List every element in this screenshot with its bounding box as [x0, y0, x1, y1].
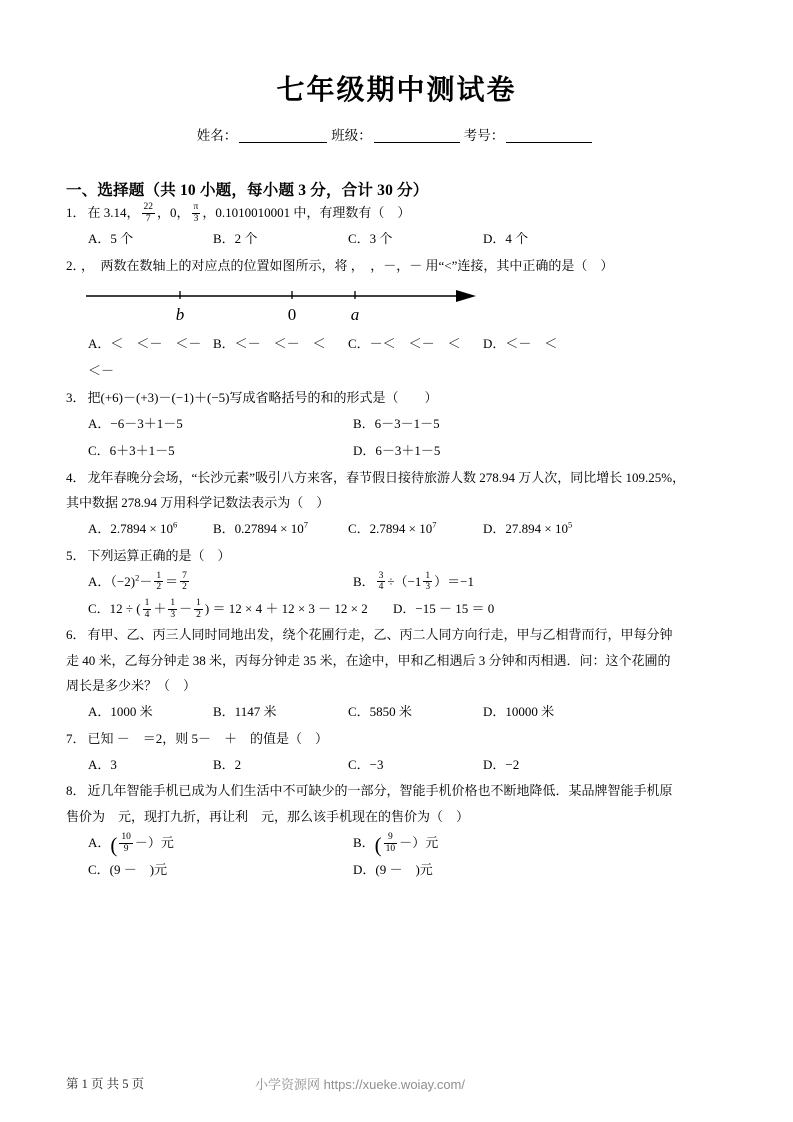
question-3-stem — [66, 385, 731, 410]
option-c[interactable]: C．6＋3＋1－5 — [88, 443, 175, 459]
class-field[interactable] — [331, 124, 464, 144]
question-1-stem — [66, 200, 731, 225]
svg-text:b: b — [175, 304, 185, 324]
exam-number-field[interactable] — [464, 124, 597, 144]
option-b[interactable]: B．2 个 — [213, 231, 258, 247]
section-heading: 一、选择题（共 10 小题，每小题 3 分，合计 30 分） — [66, 182, 429, 199]
fraction-1-2-b: $\frac{1}{2}$ — [196, 598, 201, 620]
question-3 — [66, 385, 731, 465]
number-line-svg — [84, 282, 484, 328]
name-blank[interactable] — [239, 129, 327, 143]
option-d[interactable]: D．−15 － 15 ＝ 0 — [393, 601, 495, 617]
question-5-options-row-1 — [88, 568, 731, 595]
option-b[interactable]: B． $\frac{3}{4}$ ÷（−1 $\frac{1}{3}$ ）＝−1 — [353, 571, 474, 593]
question-8-stem — [66, 778, 731, 803]
question-2-number: 2． — [66, 257, 80, 273]
option-a[interactable]: A．＜ ＜－ ＜－ — [88, 335, 202, 351]
question-7-stem-text: 已知 － ＝2，则 5－ ＋ 的值是（ ） — [87, 730, 329, 746]
watermark-text: 小学资源网 https://xueke.woiay.com/ — [255, 1077, 465, 1092]
svg-text:a: a — [350, 304, 360, 324]
number-line-figure — [84, 282, 731, 328]
option-d[interactable]: D．＜－ ＜ — [483, 335, 558, 351]
question-8-options-row-2 — [88, 856, 731, 883]
question-1-stem-post: ，0.1010010001 中，有理数有（ ） — [202, 205, 411, 220]
question-6-stem — [66, 622, 731, 647]
fraction-1-2: $\frac{1}{2}$ — [156, 571, 162, 593]
exam-number-blank[interactable] — [506, 129, 592, 143]
fraction-1-4: $\frac{1}{4}$ — [144, 598, 150, 620]
fraction-9-10: $\frac{9}{10}$ — [385, 832, 396, 854]
option-d[interactable]: D．4 个 — [483, 231, 529, 247]
question-8-stem-line-2-row — [66, 804, 731, 829]
left-paren: ( — [110, 832, 118, 857]
option-a-continuation: ＜－ — [88, 363, 115, 379]
question-3-options-row-2 — [88, 437, 731, 464]
question-2-stem — [66, 253, 731, 278]
question-5-options-row-2 — [88, 595, 731, 622]
question-6-stem-line-2: 走 40 米，乙每分钟走 38 米，丙每分钟走 35 米，在途中，甲和乙相遇后 3 分钟和丙相遇．问：这个花圃的 — [66, 652, 671, 668]
question-6-options — [88, 698, 731, 725]
question-5-number: 5． — [66, 547, 86, 563]
option-b[interactable]: B．$0.27894 \times 10^7$ — [213, 519, 309, 537]
option-d[interactable]: D．−2 — [483, 757, 520, 773]
option-d[interactable]: D．6－3＋1－5 — [353, 443, 441, 459]
question-5 — [66, 543, 731, 623]
page-title: 七年级期中测试卷 — [276, 75, 517, 106]
question-7 — [66, 726, 731, 779]
question-2-options — [88, 330, 731, 357]
question-1-stem-mid: ，0， — [157, 205, 190, 220]
question-1-options — [88, 225, 731, 252]
name-label: 姓名： — [196, 128, 238, 143]
option-c[interactable]: C．12 ÷ ( $\frac{1}{4}$ ＋ $\frac{1}{3}$ － $\frac{1}{2}$ ) ＝ 12 × 4 ＋ 12 × 3 － 12 × 2 — [88, 598, 368, 620]
question-3-options-row-1 — [88, 410, 731, 437]
page-indicator: 第 1 页 共 5 页 — [66, 1077, 145, 1091]
identity-row — [0, 124, 793, 144]
question-6 — [66, 622, 731, 725]
question-8-number: 8． — [66, 783, 86, 799]
question-3-number: 3． — [66, 389, 86, 405]
option-d[interactable]: D．$27.894 \times 10^5$ — [483, 519, 573, 537]
question-4-options — [88, 515, 731, 542]
question-2-stem-text: ， 两数在数轴上的对应点的位置如图所示，将 ， ，－，－ 用“<”连接，其中正确的是（ ） — [81, 257, 614, 273]
option-b[interactable]: B．( $\frac{9}{10}$ －）元 — [353, 832, 439, 857]
fraction-22-7: $\frac{22}{7}$ — [143, 202, 154, 224]
option-c[interactable]: C．(9 － )元 — [88, 862, 168, 878]
option-b[interactable]: B．2 — [213, 757, 242, 773]
fraction-10-9: $\frac{10}{9}$ — [121, 832, 131, 854]
exam-number-label: 考号： — [463, 128, 505, 143]
question-8 — [66, 778, 731, 883]
option-b[interactable]: B．6－3－1－5 — [353, 415, 440, 431]
option-c[interactable]: C．$2.7894 \times 10^7$ — [348, 519, 437, 537]
option-a[interactable]: A．−6－3＋1－5 — [88, 415, 183, 431]
class-label: 班级： — [331, 128, 372, 143]
left-paren: ( — [374, 832, 382, 857]
question-7-stem — [66, 726, 731, 751]
option-a[interactable]: A．（−2)$^2$－ $\frac{1}{2}$ ＝ $\frac{7}{2}$ — [88, 571, 187, 593]
question-6-stem-line-2-row — [66, 648, 731, 673]
question-6-stem-line-3: 周长是多少米？（ ） — [66, 678, 197, 694]
question-6-stem-line-1: 有甲、乙、丙三人同时同地出发，绕个花圃行走，乙、丙二人同方向行走，甲与乙相背而行，甲每分钟 — [87, 627, 673, 643]
option-b[interactable]: B．＜－ ＜－ ＜ — [213, 335, 326, 351]
fraction-7-2: $\frac{7}{2}$ — [182, 571, 187, 593]
question-5-stem — [66, 543, 731, 568]
option-a[interactable]: A．1000 米 — [88, 704, 153, 720]
question-7-number: 7． — [66, 730, 86, 746]
name-field[interactable] — [197, 124, 332, 144]
option-a[interactable]: A．$2.7894 \times 10^6$ — [88, 519, 178, 537]
question-4-stem-line-2: 其中数据 278.94 万用科学记数法表示为（ ） — [66, 494, 330, 510]
option-c[interactable]: C．3 个 — [348, 231, 393, 247]
option-a[interactable]: A．5 个 — [88, 231, 134, 247]
question-2-options-wrap — [88, 357, 731, 384]
question-8-stem-line-1: 近几年智能手机已成为人们生活中不可缺少的一部分，智能手机价格也不断地降低．某品牌智能手机原 — [87, 783, 673, 799]
question-8-stem-line-2: 售价为 元，现打九折，再让利 元，那么该手机现在的售价为（ ） — [66, 808, 470, 824]
question-4-number: 4． — [66, 469, 86, 485]
option-b[interactable]: B．1147 米 — [213, 704, 277, 720]
fraction-pi-3: $\frac{\pi}{3}$ — [193, 202, 199, 224]
question-7-options — [88, 751, 731, 778]
page-footer — [0, 1074, 793, 1096]
option-c[interactable]: C．－＜ ＜－ ＜ — [348, 335, 461, 351]
question-4-stem — [66, 465, 731, 490]
question-6-stem-line-3-row — [66, 673, 731, 698]
question-5-stem-text: 下列运算正确的是（ ） — [87, 547, 231, 563]
option-d[interactable]: D．(9 － )元 — [353, 862, 433, 878]
option-a[interactable]: A．3 — [88, 757, 117, 773]
question-3-stem-text: 把(+6)－(+3)－(−1)＋(−5)写成省略括号的和的形式是（ ） — [87, 389, 438, 405]
question-4 — [66, 465, 731, 543]
question-1 — [66, 200, 731, 253]
question-6-number: 6． — [66, 627, 86, 643]
option-a[interactable]: A．( $\frac{10}{9}$ －）元 — [88, 832, 174, 857]
question-4-stem-line-1: 龙年春晚分会场，“长沙元素”吸引八方来客，春节假日接待旅游人数 278.94 万人次，同比增长 109.25%， — [87, 469, 686, 485]
question-1-stem-pre: 在 3.14， — [87, 205, 140, 220]
svg-text:0: 0 — [287, 304, 297, 324]
option-c[interactable]: C．−3 — [348, 757, 384, 773]
option-c[interactable]: C．5850 米 — [348, 704, 412, 720]
fraction-1-3-b: $\frac{1}{3}$ — [170, 598, 176, 620]
question-2 — [66, 253, 731, 385]
question-8-options-row-1 — [88, 829, 731, 856]
question-4-stem-line-2-row — [66, 490, 731, 515]
class-blank[interactable] — [374, 129, 460, 143]
fraction-3-4: $\frac{3}{4}$ — [378, 571, 384, 593]
option-d[interactable]: D．10000 米 — [483, 704, 555, 720]
question-1-number: 1． — [66, 205, 86, 220]
fraction-1-3: $\frac{1}{3}$ — [425, 571, 431, 593]
